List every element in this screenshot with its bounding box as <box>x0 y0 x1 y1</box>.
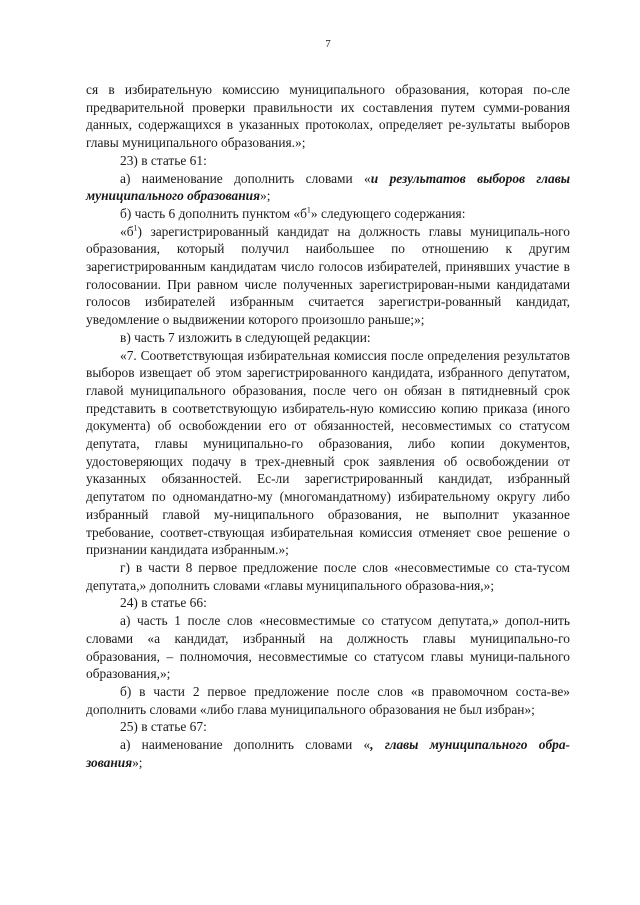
item-23-b <box>86 205 570 223</box>
item-24: 24) в статье 66: <box>120 595 207 611</box>
quoted-part-7: «7. Соответствующая избирательная комиссия после определения результатов выборов извещает об этом зарегистрированного кандидата, избранного депутатом, главой муниципального образования, после чего он обязан в пятидневный срок представить в соответствующую избиратель-ную комиссию копию приказа (иного документа) об освобождении его от обязанностей, несовместимых со статусом депутата, главы муниципально-го образования, либо копии документов, удостоверяющих подачу в трех-дневный срок заявления об освобождении от указанных обязанностей. Ес-ли зарегистрированный кандидат, избранный депутатом по одномандатно-му (многомандатному) избирательному округу либо избранный главой му-ниципального образования, не выполнит указанное требование, соответ-ствующая избирательная комиссия отменяет свое решение о признании кандидата избранным.»; <box>86 347 570 558</box>
text: ) зарегистрированный кандидат на должность главы муниципаль-ного образования, который получил наибольшее по отношению к другим зарегистрированным кандидатам число голосов избирателей, принявших участие в голосовании. При равном числе полученных зарегистрирован-ными кандидатами голосов избирателей избранным считается зарегистри-рованный кандидат, уведомление о выдвижении которого произошло раньше;»; <box>86 223 570 328</box>
item-23-v: в) часть 7 изложить в следующей редакции: <box>120 329 371 345</box>
page-number: 7 <box>325 38 331 50</box>
item-23-a <box>86 170 570 205</box>
emphasis-text: и результатов выборов главы муниципального образования <box>86 170 570 204</box>
text: » следующего содержания: <box>310 205 466 221</box>
item-24-a: а) часть 1 после слов «несовместимые со статусом депутата,» допол-нить словами «а кандидат, избранный на должность главы муниципально-го образования, – полномочия, несовместимые со статусом главы муници-пального образования,»; <box>86 613 570 682</box>
item-23: 23) в статье 61: <box>120 152 207 168</box>
quoted-point-b1 <box>86 223 570 329</box>
paragraph-continuation: ся в избирательную комиссию муниципального образования, которая по-сле предварительной проверки правильности их составления путем сумми-рования данных, содержащихся в указанных протоколах, определяет ре-зультаты выборов главы муниципального образования.»; <box>86 82 570 151</box>
text: б) часть 6 дополнить пунктом «б <box>120 205 307 221</box>
text: а) наименование дополнить словами « <box>120 737 371 753</box>
item-25: 25) в статье 67: <box>120 719 207 735</box>
item-23-g: г) в части 8 первое предложение после слов «несовместимые со ста-тусом депутата,» дополнить словами «главы муниципального образова-ния,»; <box>86 559 570 593</box>
text: а) наименование дополнить словами « <box>120 170 371 186</box>
superscript: 1 <box>306 205 311 215</box>
superscript: 1 <box>133 223 138 233</box>
text: «б <box>120 223 134 239</box>
emphasis-text: , главы муниципального обра-зования <box>86 737 570 770</box>
text: »; <box>260 188 271 204</box>
item-24-b: б) в части 2 первое предложение после слов «в правомочном соста-ве» дополнить словами «либо глава муниципального образования не был избран»; <box>86 683 570 717</box>
item-25-a <box>86 736 570 771</box>
text: »; <box>132 754 143 770</box>
